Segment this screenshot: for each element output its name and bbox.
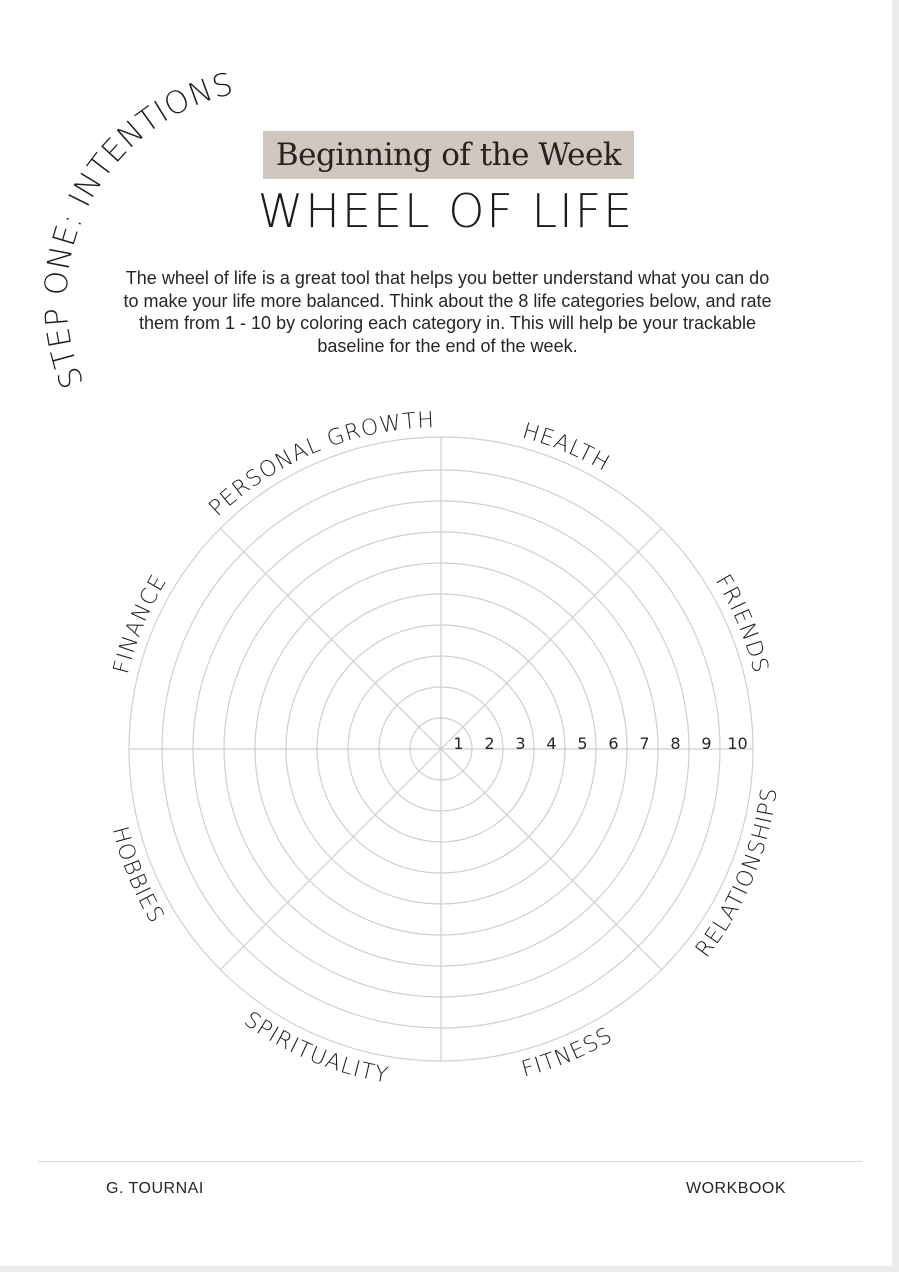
- intro-paragraph: The wheel of life is a great tool that helps you better understand what you can do to make your life more balanced. Think about the 8 life categories below, and rate them from 1 - 10 by coloring each category in. This will help be your trackable baseline for the end of the week.: [123, 268, 772, 356]
- footer-author: G. TOURNAI: [106, 1180, 204, 1197]
- category-label: FRIENDS: [710, 570, 773, 677]
- page-title: WHEEL OF LIFE: [257, 184, 635, 238]
- scale-number: 1: [453, 734, 464, 753]
- category-label: SPIRITUALITY: [239, 1007, 391, 1089]
- category-label: HEALTH: [519, 418, 615, 477]
- category-label: HOBBIES: [106, 823, 169, 928]
- scale-number: 2: [484, 734, 495, 753]
- scale-number: 6: [608, 734, 619, 753]
- scale-number: 7: [639, 734, 650, 753]
- subtitle: Beginning of the Week: [275, 137, 622, 173]
- category-label: PERSONAL GROWTH: [204, 407, 436, 522]
- wheel-grid: [129, 437, 753, 1061]
- subtitle-band: [263, 131, 634, 179]
- wheel-scale: [453, 734, 747, 753]
- scale-number: 8: [670, 734, 681, 753]
- scale-number: 3: [515, 734, 526, 753]
- category-label: RELATIONSHIPS: [691, 785, 783, 963]
- category-label: FITNESS: [518, 1022, 618, 1083]
- footer-divider: [38, 1161, 862, 1162]
- scale-number: 5: [577, 734, 588, 753]
- wheel-of-life: [0, 400, 892, 1120]
- scale-number: 4: [546, 734, 557, 753]
- scale-number: 10: [727, 734, 748, 753]
- category-label: FINANCE: [109, 570, 173, 677]
- scale-number: 9: [701, 734, 712, 753]
- step-heading-text: STEP ONE: INTENTIONS: [38, 66, 237, 394]
- wheel-category-labels: [107, 408, 783, 1089]
- footer-label: WORKBOOK: [686, 1180, 787, 1197]
